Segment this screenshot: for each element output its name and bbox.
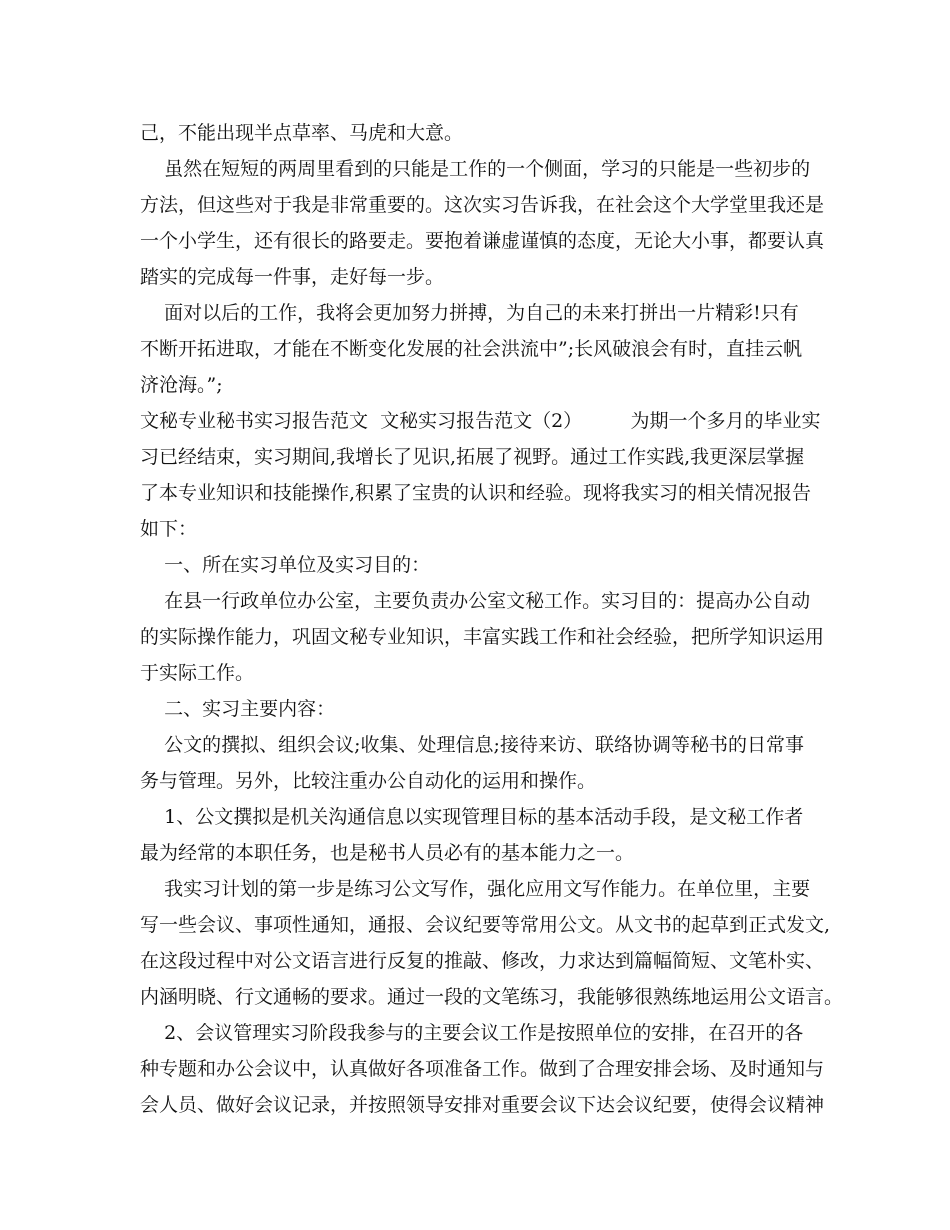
text-line: 写一些会议、事项性通知，通报、会议纪要等常用公文。从文书的起草到正式发文, [140, 914, 831, 936]
text-line: 踏实的完成每一件事，走好每一步。 [140, 266, 445, 288]
section-heading: 一、所在实习单位及实习目的： [140, 554, 431, 576]
text-line: 的实际操作能力，巩固文秘专业知识，丰富实践工作和社会经验，把所学知识运用 [140, 626, 825, 648]
text-line: 济沧海。”; [140, 374, 223, 396]
text-line: 文秘专业秘书实习报告范文 文秘实习报告范文（2） 为期一个多月的毕业实 [140, 410, 821, 432]
text-line: 内涵明晓、行文通畅的要求。通过一段的文笔练习，我能够很熟练地运用公文语言。 [140, 986, 844, 1008]
text-line: 于实际工作。 [140, 662, 255, 684]
text-line: 最为经常的本职任务，也是秘书人员必有的基本能力之一。 [140, 842, 635, 864]
text-line: 2、会议管理实习阶段我参与的主要会议工作是按照单位的安排，在召开的各 [140, 1022, 804, 1044]
text-line: 在这段过程中对公文语言进行反复的推敲、修改，力求达到篇幅简短、文笔朴实、 [140, 950, 825, 972]
text-line: 虽然在短短的两周里看到的只能是工作的一个侧面，学习的只能是一些初步的 [140, 158, 811, 180]
text-line: 在县一行政单位办公室，主要负责办公室文秘工作。实习目的：提高办公自动 [140, 590, 811, 612]
text-line: 公文的撰拟、组织会议;收集、处理信息;接待来访、联络协调等秘书的日常事 [140, 734, 804, 756]
section-heading: 二、实习主要内容： [140, 698, 336, 720]
document-body [140, 115, 844, 1123]
text-line: 1、公文撰拟是机关沟通信息以实现管理目标的基本活动手段，是文秘工作者 [140, 806, 804, 828]
text-line: 我实习计划的第一步是练习公文写作，强化应用文写作能力。在单位里，主要 [140, 878, 811, 900]
text-line: 务与管理。另外，比较注重办公自动化的运用和操作。 [140, 770, 597, 792]
text-line: 如下： [140, 518, 198, 540]
text-line: 习已经结束，实习期间,我增长了见识,拓展了视野。通过工作实践,我更深层掌握 [140, 446, 805, 468]
text-line: 不断开拓进取，才能在不断变化发展的社会洪流中”;长风破浪会有时，直挂云帆 [140, 338, 803, 360]
text-line: 了本专业知识和技能操作,积累了宝贵的认识和经验。现将我实习的相关情况报告 [140, 482, 812, 504]
text-line: 方法，但这些对于我是非常重要的。这次实习告诉我，在社会这个大学堂里我还是 [140, 194, 825, 216]
text-line: 种专题和办公会议中，认真做好各项准备工作。做到了合理安排会场、及时通知与 [140, 1058, 825, 1080]
text-line: 一个小学生，还有很长的路要走。要抱着谦虚谨慎的态度，无论大小事，都要认真 [140, 230, 825, 252]
text-line: 会人员、做好会议记录，并按照领导安排对重要会议下达会议纪要，使得会议精神 [140, 1094, 825, 1116]
text-line: 面对以后的工作，我将会更加努力拼搏，为自己的未来打拼出一片精彩!只有 [140, 302, 799, 324]
text-line: 己，不能出现半点草率、马虎和大意。 [140, 122, 464, 144]
